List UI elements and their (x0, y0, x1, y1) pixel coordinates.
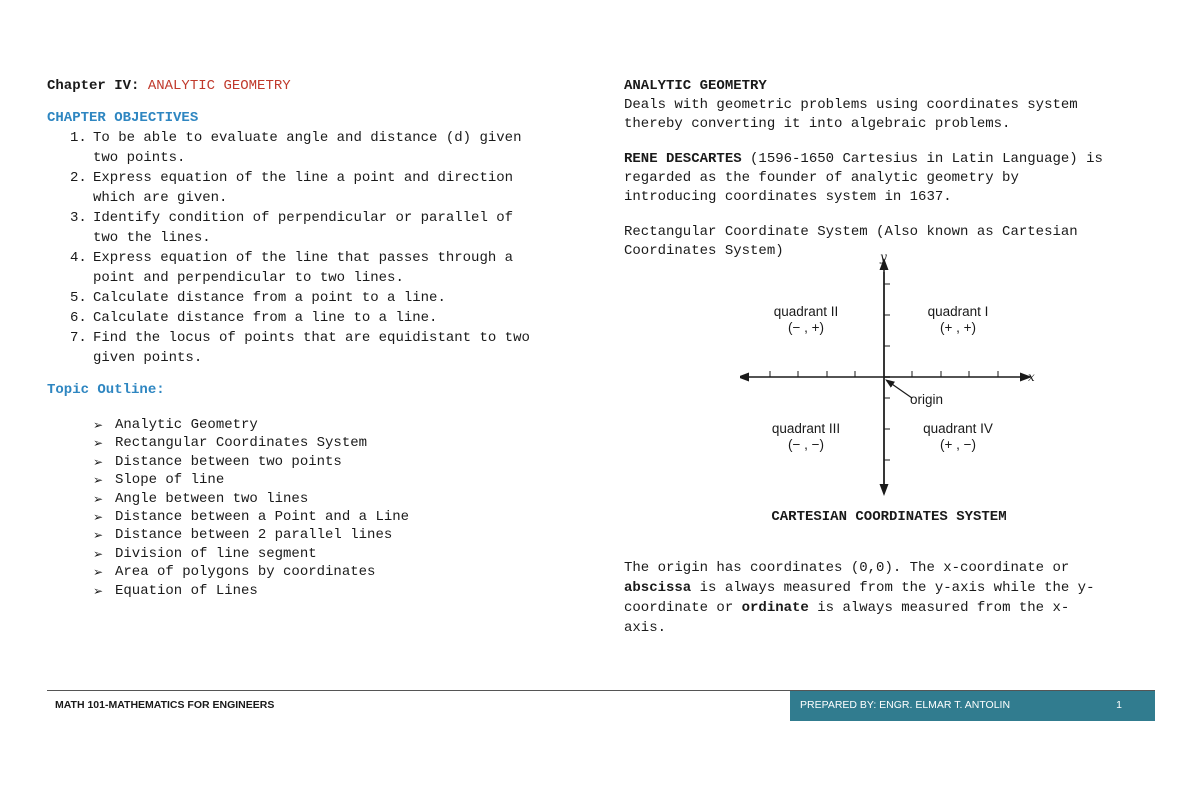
origin-paragraph (624, 558, 1164, 638)
topic-item (47, 453, 587, 471)
right-column (624, 77, 1164, 261)
topic-item (47, 563, 587, 581)
arrowhead-bullet-icon: ➢ (93, 473, 104, 488)
objective-number: 4. (70, 250, 87, 266)
prepared-by-text: PREPARED BY: ENGR. ELMAR T. ANTOLIN (800, 699, 1011, 711)
objective-text: Identify condition of perpendicular or parallel of (93, 210, 514, 226)
topic-text: Angle between two lines (115, 490, 309, 507)
quadrant-2-label: quadrant II (773, 304, 839, 319)
figure-caption: CARTESIAN COORDINATES SYSTEM (771, 509, 1007, 525)
objective-number: 2. (70, 170, 87, 186)
footer-course-title: MATH 101-MATHEMATICS FOR ENGINEERS (55, 699, 275, 711)
objective-item (47, 128, 587, 168)
chapter-title-line (47, 77, 587, 96)
paragraph-line: Rectangular Coordinate System (Also known as Cartesian (624, 224, 1078, 240)
paragraph-line: (1596-1650 Cartesius in Latin Language) is (741, 151, 1103, 167)
paragraph-line: introducing coordinates system in 1637. (624, 189, 952, 205)
topic-text: Distance between two points (115, 453, 342, 470)
topic-text: Analytic Geometry (115, 417, 258, 433)
paragraph-line: The origin has coordinates (0,0). The x-coordinate or (624, 560, 1070, 576)
topic-text: Distance between 2 parallel lines (115, 527, 393, 544)
objective-text-cont: which are given. (93, 190, 228, 206)
chapter-prefix: Chapter IV: (47, 78, 140, 94)
objective-item (47, 168, 587, 208)
quadrant-1-label: quadrant I (927, 304, 989, 319)
origin-label: origin (910, 392, 944, 407)
arrowhead-bullet-icon: ➢ (93, 510, 104, 525)
y-axis-label: y (880, 252, 887, 264)
topic-item (47, 490, 587, 508)
y-axis-ticks (884, 284, 890, 460)
cartesian-coordinates-figure (740, 252, 1040, 497)
rene-descartes-paragraph (624, 150, 1164, 207)
topic-text: Equation of Lines (115, 582, 258, 599)
quadrant-1-signs: (+ , +) (939, 320, 977, 335)
objectives-heading: CHAPTER OBJECTIVES (47, 110, 199, 126)
topic-text: Slope of line (115, 472, 225, 489)
objective-text-cont: point and perpendicular to two lines. (93, 270, 404, 286)
topic-outline-heading: Topic Outline: (47, 382, 165, 398)
left-column (47, 77, 587, 600)
arrowhead-bullet-icon: ➢ (93, 583, 104, 598)
paragraph-line: Coordinates System) (624, 243, 784, 259)
paragraph-line: is always measured from the x- (808, 600, 1070, 616)
arrowhead-bullet-icon: ➢ (93, 565, 104, 580)
objective-text-cont: two points. (93, 150, 186, 166)
objectives-list (47, 128, 587, 368)
quadrant-2-signs: (− , +) (787, 320, 825, 335)
quadrant-4-signs: (+ , −) (939, 437, 977, 452)
objective-text: To be able to evaluate angle and distance (d) given (93, 130, 522, 146)
objective-item (47, 288, 587, 308)
topic-item (47, 434, 587, 452)
objective-number: 5. (70, 290, 87, 306)
arrowhead-bullet-icon: ➢ (93, 454, 104, 469)
topic-item (47, 471, 587, 489)
paragraph-line: coordinate or (624, 600, 742, 616)
objective-text-cont: given points. (93, 350, 203, 366)
objective-number: 7. (70, 330, 87, 346)
topic-text: Division of line segment (115, 545, 317, 562)
objective-number: 6. (70, 310, 87, 326)
objective-text-cont: two the lines. (93, 230, 211, 246)
origin-pointer-arrow (889, 382, 912, 398)
quadrant-4-label: quadrant IV (923, 421, 993, 436)
objective-text: Calculate distance from a point to a line. (93, 290, 446, 306)
objective-text: Express equation of the line a point and direction (93, 170, 514, 186)
rene-descartes-name: RENE DESCARTES (624, 151, 742, 167)
topic-item (47, 416, 587, 434)
objective-text: Calculate distance from a line to a line. (93, 310, 438, 326)
objective-item (47, 248, 587, 288)
definition-line: Deals with geometric problems using coordinates system (624, 97, 1078, 113)
topic-text: Rectangular Coordinates System (115, 435, 368, 452)
quadrant-3-signs: (− , −) (787, 437, 825, 452)
topic-text: Distance between a Point and a Line (115, 509, 410, 526)
ordinate-term: ordinate (741, 600, 809, 616)
quadrant-3-label: quadrant III (771, 421, 841, 436)
definition-line: thereby converting it into algebraic problems. (624, 116, 1011, 132)
x-axis-label: x (1028, 370, 1035, 384)
analytic-geometry-definition (624, 96, 1164, 134)
objective-text: Express equation of the line that passes through a (93, 250, 514, 266)
abscissa-term: abscissa (624, 580, 692, 596)
cartesian-plane-diagram (740, 252, 1040, 497)
arrowhead-bullet-icon: ➢ (93, 436, 104, 451)
objective-number: 1. (70, 130, 87, 146)
arrowhead-bullet-icon: ➢ (93, 491, 104, 506)
topic-text: Area of polygons by coordinates (115, 564, 376, 581)
footer-prepared-by-bar (790, 691, 1155, 721)
analytic-geometry-heading: ANALYTIC GEOMETRY (624, 78, 767, 94)
page-number: 1 (1116, 699, 1122, 711)
objective-item (47, 308, 587, 328)
arrowhead-bullet-icon: ➢ (93, 546, 104, 561)
arrowhead-bullet-icon: ➢ (93, 418, 104, 432)
paragraph-line: axis. (624, 620, 667, 636)
objective-item (47, 328, 587, 368)
objective-text: Find the locus of points that are equidistant to two (93, 330, 530, 346)
objective-number: 3. (70, 210, 87, 226)
topic-item (47, 508, 587, 526)
paragraph-line: regarded as the founder of analytic geometry by (624, 170, 1019, 186)
paragraph-line: is always measured from the y-axis while the y- (691, 580, 1095, 596)
topic-outline-list (47, 416, 587, 600)
objective-item (47, 208, 587, 248)
topic-item (47, 582, 587, 600)
arrowhead-bullet-icon: ➢ (93, 528, 104, 543)
topic-item (47, 526, 587, 544)
chapter-title: ANALYTIC GEOMETRY (147, 78, 291, 94)
topic-item (47, 545, 587, 563)
